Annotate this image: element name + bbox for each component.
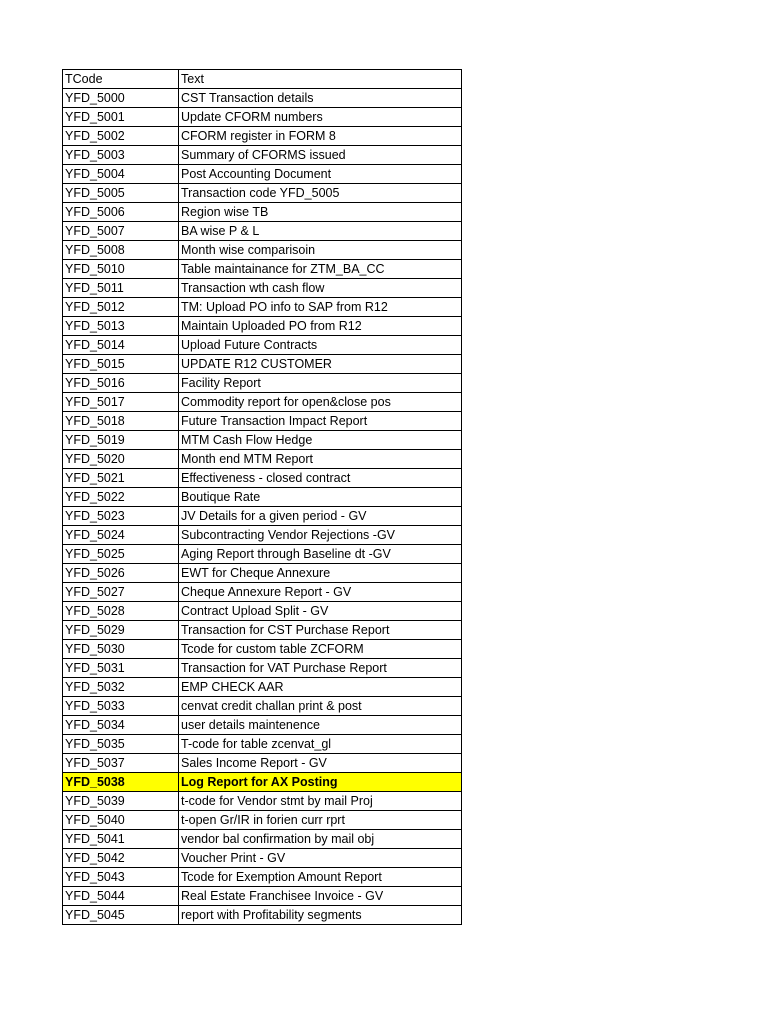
text-cell[interactable]: Transaction code YFD_5005: [179, 184, 462, 203]
tcode-cell[interactable]: YFD_5008: [63, 241, 179, 260]
text-cell[interactable]: Future Transaction Impact Report: [179, 412, 462, 431]
table-row: [63, 602, 462, 621]
tcode-cell[interactable]: YFD_5016: [63, 374, 179, 393]
tcode-cell[interactable]: YFD_5011: [63, 279, 179, 298]
table-row: [63, 849, 462, 868]
tcode-cell[interactable]: YFD_5003: [63, 146, 179, 165]
table-row: [63, 469, 462, 488]
text-cell[interactable]: report with Profitability segments: [179, 906, 462, 925]
table-row: [63, 640, 462, 659]
tcode-cell[interactable]: YFD_5017: [63, 393, 179, 412]
table-row: [63, 127, 462, 146]
tcode-cell[interactable]: YFD_5023: [63, 507, 179, 526]
text-cell[interactable]: JV Details for a given period - GV: [179, 507, 462, 526]
text-cell[interactable]: Facility Report: [179, 374, 462, 393]
tcode-cell[interactable]: YFD_5044: [63, 887, 179, 906]
tcode-cell[interactable]: YFD_5022: [63, 488, 179, 507]
table-row: [63, 564, 462, 583]
tcode-cell[interactable]: YFD_5041: [63, 830, 179, 849]
table-row: [63, 298, 462, 317]
tcode-cell[interactable]: YFD_5018: [63, 412, 179, 431]
tcode-cell[interactable]: YFD_5031: [63, 659, 179, 678]
table-row: [63, 545, 462, 564]
tcode-cell[interactable]: YFD_5037: [63, 754, 179, 773]
text-cell[interactable]: Voucher Print - GV: [179, 849, 462, 868]
text-cell[interactable]: Post Accounting Document: [179, 165, 462, 184]
tcode-cell[interactable]: YFD_5012: [63, 298, 179, 317]
table-row: [63, 412, 462, 431]
tcode-cell[interactable]: YFD_5026: [63, 564, 179, 583]
table-row: [63, 488, 462, 507]
table-row: [63, 507, 462, 526]
table-row: [63, 374, 462, 393]
text-cell[interactable]: Transaction wth cash flow: [179, 279, 462, 298]
text-cell[interactable]: Maintain Uploaded PO from R12: [179, 317, 462, 336]
text-cell[interactable]: Month end MTM Report: [179, 450, 462, 469]
tcode-cell[interactable]: YFD_5027: [63, 583, 179, 602]
table-row: [63, 621, 462, 640]
table-row: [63, 792, 462, 811]
table-row: [63, 260, 462, 279]
tcode-cell[interactable]: YFD_5020: [63, 450, 179, 469]
tcode-cell[interactable]: YFD_5006: [63, 203, 179, 222]
tcode-cell[interactable]: YFD_5029: [63, 621, 179, 640]
tcode-cell[interactable]: YFD_5000: [63, 89, 179, 108]
header-text[interactable]: Text: [179, 70, 462, 89]
tcode-cell[interactable]: YFD_5007: [63, 222, 179, 241]
table-row: [63, 906, 462, 925]
text-cell[interactable]: EWT for Cheque Annexure: [179, 564, 462, 583]
header-row: [63, 70, 462, 89]
text-cell[interactable]: Update CFORM numbers: [179, 108, 462, 127]
text-cell[interactable]: Real Estate Franchisee Invoice - GV: [179, 887, 462, 906]
tcode-cell[interactable]: YFD_5032: [63, 678, 179, 697]
table-row: [63, 89, 462, 108]
table-row: [63, 735, 462, 754]
table-row: [63, 165, 462, 184]
tcode-cell[interactable]: YFD_5010: [63, 260, 179, 279]
table-row: [63, 450, 462, 469]
table-row: [63, 203, 462, 222]
table-row: [63, 355, 462, 374]
table-row: [63, 887, 462, 906]
tcode-cell[interactable]: YFD_5040: [63, 811, 179, 830]
text-cell[interactable]: Subcontracting Vendor Rejections -GV: [179, 526, 462, 545]
text-cell[interactable]: t-code for Vendor stmt by mail Proj: [179, 792, 462, 811]
text-cell[interactable]: BA wise P & L: [179, 222, 462, 241]
text-cell[interactable]: EMP CHECK AAR: [179, 678, 462, 697]
text-cell[interactable]: Table maintainance for ZTM_BA_CC: [179, 260, 462, 279]
tcode-cell[interactable]: YFD_5019: [63, 431, 179, 450]
text-cell[interactable]: Transaction for VAT Purchase Report: [179, 659, 462, 678]
text-cell[interactable]: Log Report for AX Posting: [179, 773, 462, 792]
text-cell[interactable]: Cheque Annexure Report - GV: [179, 583, 462, 602]
text-cell[interactable]: Upload Future Contracts: [179, 336, 462, 355]
tcode-cell[interactable]: YFD_5014: [63, 336, 179, 355]
table-row: [63, 811, 462, 830]
tcode-cell[interactable]: YFD_5002: [63, 127, 179, 146]
text-cell[interactable]: user details maintenence: [179, 716, 462, 735]
text-cell[interactable]: Sales Income Report - GV: [179, 754, 462, 773]
tcode-cell[interactable]: YFD_5042: [63, 849, 179, 868]
tcode-cell[interactable]: YFD_5005: [63, 184, 179, 203]
table-row: [63, 659, 462, 678]
tcode-cell[interactable]: YFD_5025: [63, 545, 179, 564]
table-row: [63, 678, 462, 697]
text-cell[interactable]: Region wise TB: [179, 203, 462, 222]
text-cell[interactable]: vendor bal confirmation by mail obj: [179, 830, 462, 849]
table-row: [63, 146, 462, 165]
table-row: [63, 108, 462, 127]
table-row: [63, 754, 462, 773]
text-cell[interactable]: Boutique Rate: [179, 488, 462, 507]
tcode-cell[interactable]: YFD_5039: [63, 792, 179, 811]
text-cell[interactable]: CST Transaction details: [179, 89, 462, 108]
table-row: [63, 830, 462, 849]
table-row-highlighted: [63, 773, 462, 792]
tcode-table: [62, 69, 462, 925]
text-cell[interactable]: Contract Upload Split - GV: [179, 602, 462, 621]
table-row: [63, 697, 462, 716]
text-cell[interactable]: CFORM register in FORM 8: [179, 127, 462, 146]
text-cell[interactable]: Transaction for CST Purchase Report: [179, 621, 462, 640]
header-tcode[interactable]: TCode: [63, 70, 179, 89]
table-row: [63, 431, 462, 450]
text-cell[interactable]: cenvat credit challan print & post: [179, 697, 462, 716]
text-cell[interactable]: TM: Upload PO info to SAP from R12: [179, 298, 462, 317]
tcode-cell[interactable]: YFD_5028: [63, 602, 179, 621]
text-cell[interactable]: UPDATE R12 CUSTOMER: [179, 355, 462, 374]
tcode-cell[interactable]: YFD_5021: [63, 469, 179, 488]
table-row: [63, 317, 462, 336]
tcode-cell[interactable]: YFD_5030: [63, 640, 179, 659]
table-row: [63, 393, 462, 412]
tcode-cell[interactable]: YFD_5024: [63, 526, 179, 545]
tcode-cell[interactable]: YFD_5038: [63, 773, 179, 792]
table-row: [63, 526, 462, 545]
table-row: [63, 868, 462, 887]
table-row: [63, 279, 462, 298]
tcode-cell[interactable]: YFD_5001: [63, 108, 179, 127]
table-row: [63, 184, 462, 203]
table-row: [63, 336, 462, 355]
tcode-cell[interactable]: YFD_5045: [63, 906, 179, 925]
text-cell[interactable]: MTM Cash Flow Hedge: [179, 431, 462, 450]
tcode-cell[interactable]: YFD_5033: [63, 697, 179, 716]
tcode-cell[interactable]: YFD_5043: [63, 868, 179, 887]
tcode-table-body: [63, 70, 462, 925]
table-row: [63, 583, 462, 602]
table-row: [63, 716, 462, 735]
text-cell[interactable]: Commodity report for open&close pos: [179, 393, 462, 412]
tcode-cell[interactable]: YFD_5035: [63, 735, 179, 754]
tcode-cell[interactable]: YFD_5013: [63, 317, 179, 336]
text-cell[interactable]: t-open Gr/IR in forien curr rprt: [179, 811, 462, 830]
text-cell[interactable]: Aging Report through Baseline dt -GV: [179, 545, 462, 564]
text-cell[interactable]: Tcode for Exemption Amount Report: [179, 868, 462, 887]
tcode-cell[interactable]: YFD_5034: [63, 716, 179, 735]
table-row: [63, 241, 462, 260]
tcode-cell[interactable]: YFD_5015: [63, 355, 179, 374]
text-cell[interactable]: Month wise comparisoin: [179, 241, 462, 260]
text-cell[interactable]: Summary of CFORMS issued: [179, 146, 462, 165]
tcode-cell[interactable]: YFD_5004: [63, 165, 179, 184]
table-row: [63, 222, 462, 241]
text-cell[interactable]: Tcode for custom table ZCFORM: [179, 640, 462, 659]
text-cell[interactable]: T-code for table zcenvat_gl: [179, 735, 462, 754]
text-cell[interactable]: Effectiveness - closed contract: [179, 469, 462, 488]
